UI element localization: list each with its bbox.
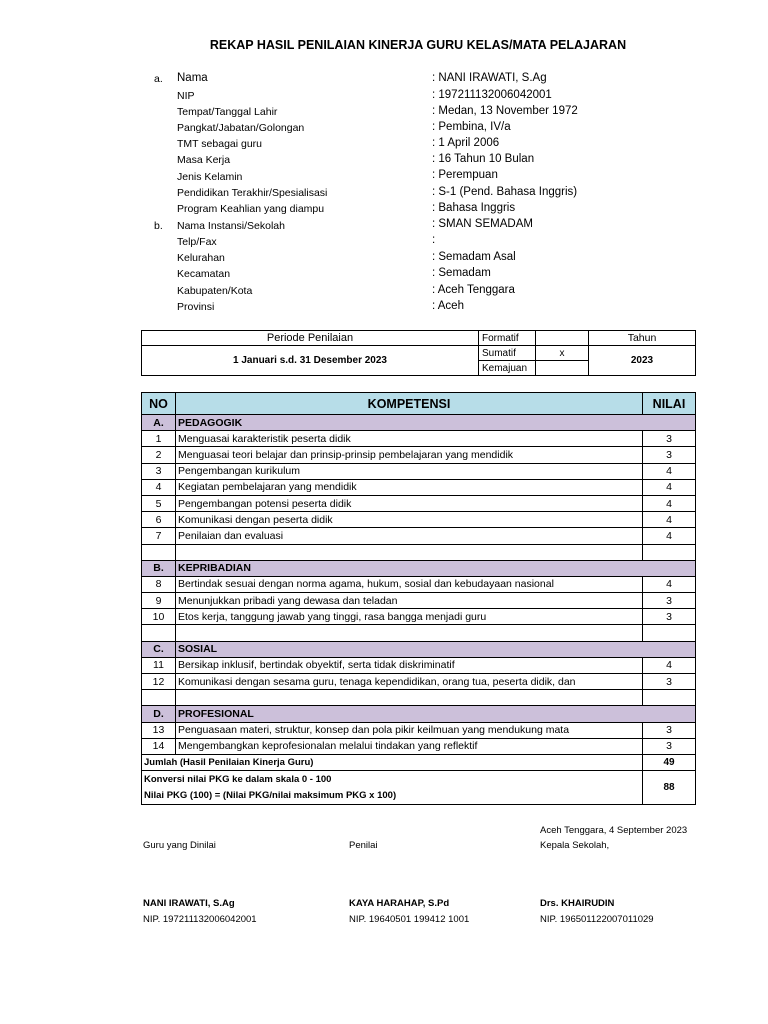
conversion-label-2: Nilai PKG (100) = (Nilai PKG/nilai maksimum PKG x 100) — [144, 790, 397, 802]
table-row — [142, 431, 696, 447]
item-value: 3 — [643, 609, 696, 625]
item-no: 8 — [142, 576, 176, 592]
kepsek-nip: NIP. 196501122007011029 — [540, 914, 654, 925]
period-formatif-mark — [536, 331, 589, 346]
section-name: PEDAGOGIK — [176, 415, 696, 431]
value-ttl: : Medan, 13 November 1972 — [432, 105, 578, 117]
period-sumatif-mark: x — [536, 346, 589, 361]
table-row — [142, 447, 696, 463]
item-no: 14 — [142, 738, 176, 754]
guru-role: Guru yang Dinilai — [143, 840, 216, 851]
item-value: 3 — [643, 722, 696, 738]
item-text: Pengembangan kurikulum — [176, 463, 643, 479]
competency-table — [141, 392, 696, 805]
label-telp: Telp/Fax — [177, 236, 217, 248]
penilai-nip: NIP. 19640501 199412 1001 — [349, 914, 470, 925]
item-value: 4 — [643, 479, 696, 495]
item-text: Penguasaan materi, struktur, konsep dan pola pikir keilmuan yang mendukung mata — [176, 722, 643, 738]
item-no: 5 — [142, 495, 176, 511]
total-row — [142, 754, 696, 770]
period-table — [141, 330, 696, 376]
value-nama: : NANI IRAWATI, S.Ag — [432, 72, 547, 84]
table-row — [142, 674, 696, 690]
label-kabupaten: Kabupaten/Kota — [177, 285, 253, 297]
section-row — [142, 641, 696, 657]
kepsek-role: Kepala Sekolah, — [540, 840, 610, 851]
item-value: 4 — [643, 576, 696, 592]
table-row — [142, 576, 696, 592]
item-text: Komunikasi dengan sesama guru, tenaga kependidikan, orang tua, peserta didik, dan — [176, 674, 643, 690]
item-no: 7 — [142, 528, 176, 544]
item-value: 4 — [643, 657, 696, 673]
value-jenis-kelamin: : Perempuan — [432, 169, 498, 181]
value-kecamatan: : Semadam — [432, 267, 491, 279]
value-masa-kerja: : 16 Tahun 10 Bulan — [432, 153, 535, 165]
section-name: PROFESIONAL — [176, 706, 696, 722]
item-no: 3 — [142, 463, 176, 479]
item-value: 4 — [643, 512, 696, 528]
label-masa-kerja: Masa Kerja — [177, 154, 231, 166]
section-row — [142, 415, 696, 431]
item-text: Bertindak sesuai dengan norma agama, hukum, sosial dan kebudayaan nasional — [176, 576, 643, 592]
item-value: 4 — [643, 463, 696, 479]
label-tmt: TMT sebagai guru — [177, 138, 263, 150]
label-instansi: Nama Instansi/Sekolah — [177, 220, 285, 232]
section-letter: B. — [142, 560, 176, 576]
table-row — [142, 479, 696, 495]
period-tahun-value: 2023 — [589, 346, 696, 376]
item-text: Mengembangkan keprofesionalan melalui tindakan yang reflektif — [176, 738, 643, 754]
item-value: 4 — [643, 528, 696, 544]
table-row — [142, 593, 696, 609]
label-provinsi: Provinsi — [177, 301, 215, 313]
section-name: SOSIAL — [176, 641, 696, 657]
total-value: 49 — [643, 754, 696, 770]
item-no: 12 — [142, 674, 176, 690]
kepsek-name: Drs. KHAIRUDIN — [540, 898, 615, 909]
place-date: Aceh Tenggara, 4 September 2023 — [540, 825, 688, 836]
total-label: Jumlah (Hasil Penilaian Kinerja Guru) — [142, 754, 643, 770]
guru-name: NANI IRAWATI, S.Ag — [143, 898, 235, 909]
empty-row — [142, 544, 696, 560]
label-pangkat: Pangkat/Jabatan/Golongan — [177, 122, 305, 134]
label-nama: Nama — [177, 72, 208, 84]
value-kelurahan: : Semadam Asal — [432, 251, 516, 263]
item-value: 3 — [643, 593, 696, 609]
table-row — [142, 512, 696, 528]
section-letter-b: b. — [154, 220, 163, 232]
guru-nip: NIP. 197211132006042001 — [143, 914, 257, 925]
item-text: Menguasai teori belajar dan prinsip-prinsip pembelajaran yang mendidik — [176, 447, 643, 463]
value-program-keahlian: : Bahasa Inggris — [432, 202, 516, 214]
period-kemajuan-label: Kemajuan — [479, 361, 536, 376]
conversion-row — [142, 771, 696, 805]
item-text: Kegiatan pembelajaran yang mendidik — [176, 479, 643, 495]
item-no: 10 — [142, 609, 176, 625]
item-text: Penilaian dan evaluasi — [176, 528, 643, 544]
item-no: 4 — [142, 479, 176, 495]
section-letter: C. — [142, 641, 176, 657]
item-value: 3 — [643, 431, 696, 447]
value-provinsi: : Aceh — [432, 300, 464, 312]
item-text: Menunjukkan pribadi yang dewasa dan teladan — [176, 593, 643, 609]
item-no: 6 — [142, 512, 176, 528]
item-no: 1 — [142, 431, 176, 447]
col-header-nilai: NILAI — [643, 393, 696, 415]
period-tahun-label: Tahun — [589, 331, 696, 346]
col-header-kompetensi: KOMPETENSI — [176, 393, 643, 415]
section-letter: D. — [142, 706, 176, 722]
value-tmt: : 1 April 2006 — [432, 137, 500, 149]
item-value: 3 — [643, 738, 696, 754]
table-row — [142, 463, 696, 479]
table-row — [142, 738, 696, 754]
value-instansi: : SMAN SEMADAM — [432, 218, 533, 230]
label-kelurahan: Kelurahan — [177, 252, 225, 264]
value-telp: : — [432, 234, 436, 246]
item-value: 3 — [643, 674, 696, 690]
empty-row — [142, 690, 696, 706]
period-header: Periode Penilaian — [142, 331, 479, 346]
page-title: REKAP HASIL PENILAIAN KINERJA GURU KELAS/MATA PELAJARAN — [209, 38, 627, 52]
item-text: Menguasai karakteristik peserta didik — [176, 431, 643, 447]
value-kabupaten: : Aceh Tenggara — [432, 284, 515, 296]
table-row — [142, 495, 696, 511]
item-no: 11 — [142, 657, 176, 673]
item-no: 2 — [142, 447, 176, 463]
item-no: 9 — [142, 593, 176, 609]
col-header-no: NO — [142, 393, 176, 415]
period-range: 1 Januari s.d. 31 Desember 2023 — [142, 346, 479, 376]
item-value: 3 — [643, 447, 696, 463]
value-pendidikan: : S-1 (Pend. Bahasa Inggris) — [432, 186, 578, 198]
item-text: Komunikasi dengan peserta didik — [176, 512, 643, 528]
conversion-value: 88 — [643, 771, 696, 805]
label-kecamatan: Kecamatan — [177, 268, 231, 280]
item-text: Pengembangan potensi peserta didik — [176, 495, 643, 511]
empty-row — [142, 625, 696, 641]
section-letter: A. — [142, 415, 176, 431]
label-pendidikan: Pendidikan Terakhir/Spesialisasi — [177, 187, 328, 199]
section-name: KEPRIBADIAN — [176, 560, 696, 576]
item-no: 13 — [142, 722, 176, 738]
table-row — [142, 722, 696, 738]
table-row — [142, 528, 696, 544]
table-row — [142, 657, 696, 673]
section-row — [142, 560, 696, 576]
value-pangkat: : Pembina, IV/a — [432, 121, 511, 133]
label-program-keahlian: Program Keahlian yang diampu — [177, 203, 325, 215]
penilai-name: KAYA HARAHAP, S.Pd — [349, 898, 450, 909]
label-nip: NIP — [177, 90, 195, 102]
section-row — [142, 706, 696, 722]
period-kemajuan-mark — [536, 361, 589, 376]
label-ttl: Tempat/Tanggal Lahir — [177, 106, 278, 118]
value-nip: : 197211132006042001 — [432, 89, 552, 101]
conversion-label-1: Konversi nilai PKG ke dalam skala 0 - 100 — [144, 774, 332, 786]
label-jenis-kelamin: Jenis Kelamin — [177, 171, 243, 183]
item-text: Etos kerja, tanggung jawab yang tinggi, rasa bangga menjadi guru — [176, 609, 643, 625]
penilai-role: Penilai — [349, 840, 378, 851]
period-formatif-label: Formatif — [479, 331, 536, 346]
item-value: 4 — [643, 495, 696, 511]
section-letter-a: a. — [154, 73, 163, 85]
table-row — [142, 609, 696, 625]
period-sumatif-label: Sumatif — [479, 346, 536, 361]
item-text: Bersikap inklusif, bertindak obyektif, serta tidak diskriminatif — [176, 657, 643, 673]
